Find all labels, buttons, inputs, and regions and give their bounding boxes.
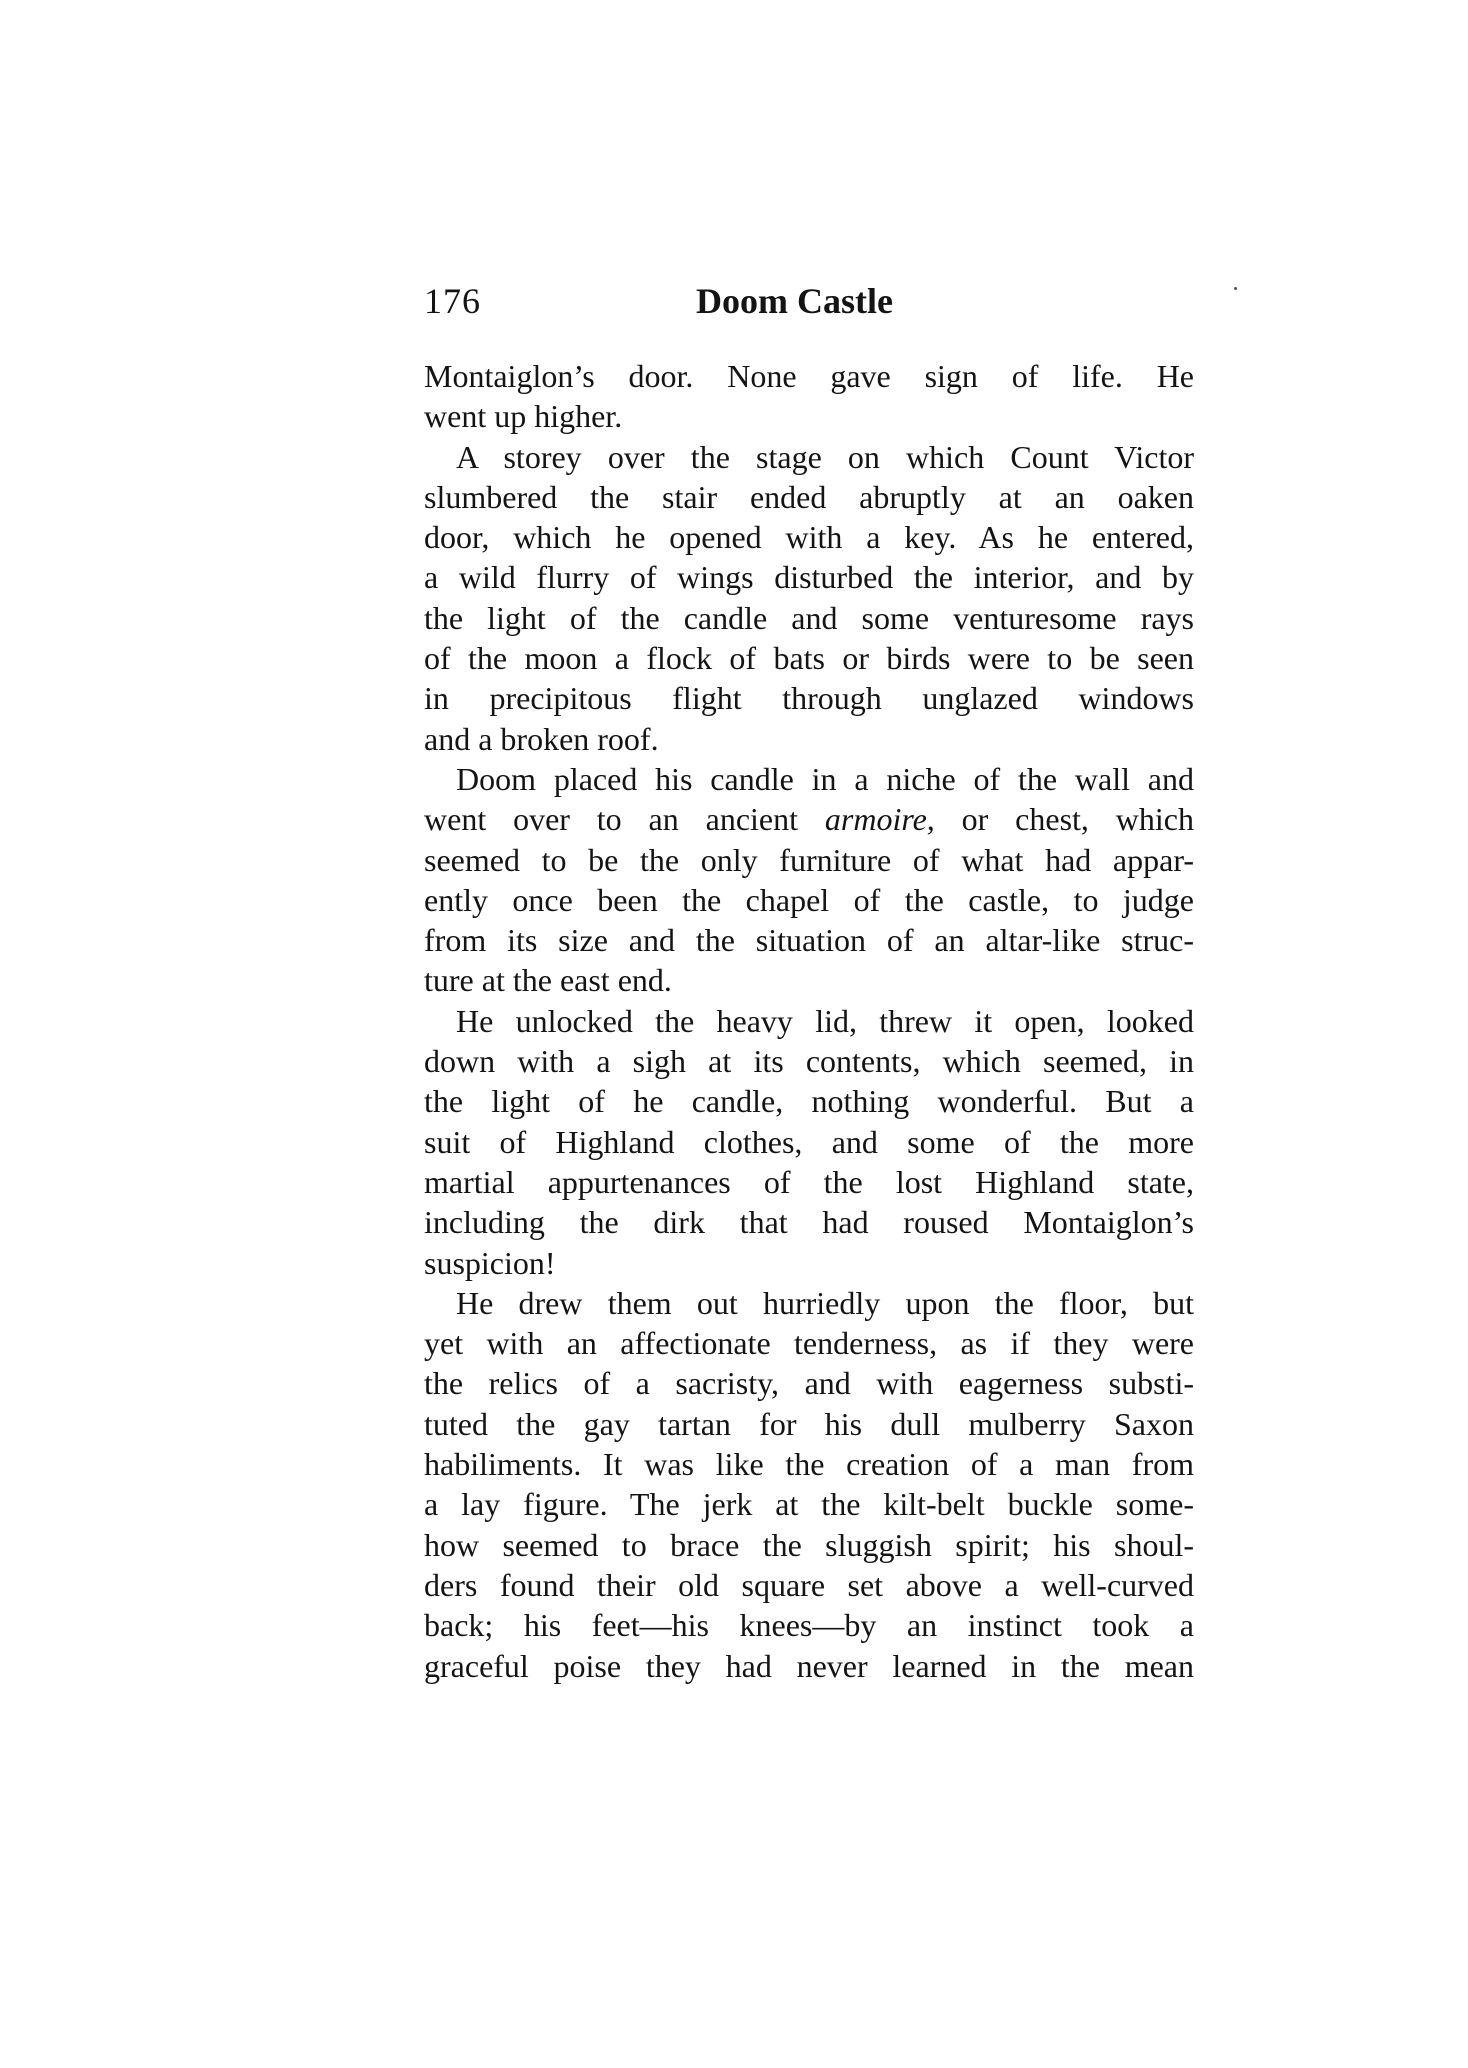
text-line: graceful poise they had never learned in the mean: [424, 1647, 1194, 1684]
text-segment: or chest, which: [934, 801, 1195, 838]
text-line: yet with an affectionate tenderness, as if they were: [424, 1325, 1194, 1362]
text-line: A storey over the stage on which Count Victor: [456, 438, 1194, 475]
text-segment: went over to an ancient: [424, 801, 825, 838]
page-number: 176: [424, 281, 481, 321]
text-line: in precipitous flight through unglazed windows: [424, 680, 1194, 717]
text-line: He unlocked the heavy lid, threw it open, looked: [456, 1002, 1194, 1039]
text-line: of the moon a flock of bats or birds were to be seen: [424, 640, 1194, 677]
text-line: and a broken roof.: [424, 720, 659, 757]
text-line: slumbered the stair ended abruptly at an oaken: [424, 478, 1194, 515]
text-line: down with a sigh at its contents, which seemed, in: [424, 1043, 1194, 1080]
text-line: seemed to be the only furniture of what had appar-: [424, 841, 1194, 878]
text-line: including the dirk that had roused Montaiglon’s: [424, 1204, 1194, 1241]
text-line: Doom placed his candle in a niche of the wall and: [456, 760, 1194, 797]
text-line: went up higher.: [424, 398, 623, 435]
text-line: tuted the gay tartan for his dull mulberry Saxon: [424, 1405, 1194, 1442]
running-title: Doom Castle: [696, 281, 893, 321]
text-line: the light of he candle, nothing wonderful. But a: [424, 1083, 1194, 1120]
text-line: the light of the candle and some venturesome rays: [424, 599, 1194, 636]
text-line: the relics of a sacristy, and with eagerness substi-: [424, 1365, 1194, 1402]
text-line: habiliments. It was like the creation of a man from: [424, 1446, 1194, 1483]
text-line: martial appurtenances of the lost Highland state,: [424, 1163, 1194, 1200]
text-line: ture at the east end.: [424, 962, 672, 999]
body-text: [424, 356, 1194, 1686]
text-line: ders found their old square set above a well-curved: [424, 1566, 1194, 1603]
text-line-mixed: [424, 799, 1194, 839]
text-line: suit of Highland clothes, and some of the more: [424, 1123, 1194, 1160]
text-line: He drew them out hurriedly upon the floor, but: [456, 1284, 1194, 1321]
italic-term: armoire,: [824, 801, 935, 838]
ink-speck: [1234, 287, 1237, 290]
text-line: door, which he opened with a key. As he entered,: [424, 519, 1194, 556]
text-line: back; his feet—his knees—by an instinct took a: [424, 1607, 1194, 1644]
running-head: [424, 276, 1194, 326]
text-line: Montaiglon’s door. None gave sign of life. He: [424, 358, 1194, 394]
text-line: a wild flurry of wings disturbed the interior, and by: [424, 559, 1194, 596]
text-line: suspicion!: [424, 1244, 556, 1281]
text-line: ently once been the chapel of the castle, to judge: [424, 881, 1194, 918]
text-line: a lay figure. The jerk at the kilt-belt buckle some-: [424, 1486, 1194, 1523]
text-line: from its size and the situation of an altar-like struc-: [424, 922, 1194, 959]
text-line: how seemed to brace the sluggish spirit; his shoul-: [424, 1526, 1194, 1563]
